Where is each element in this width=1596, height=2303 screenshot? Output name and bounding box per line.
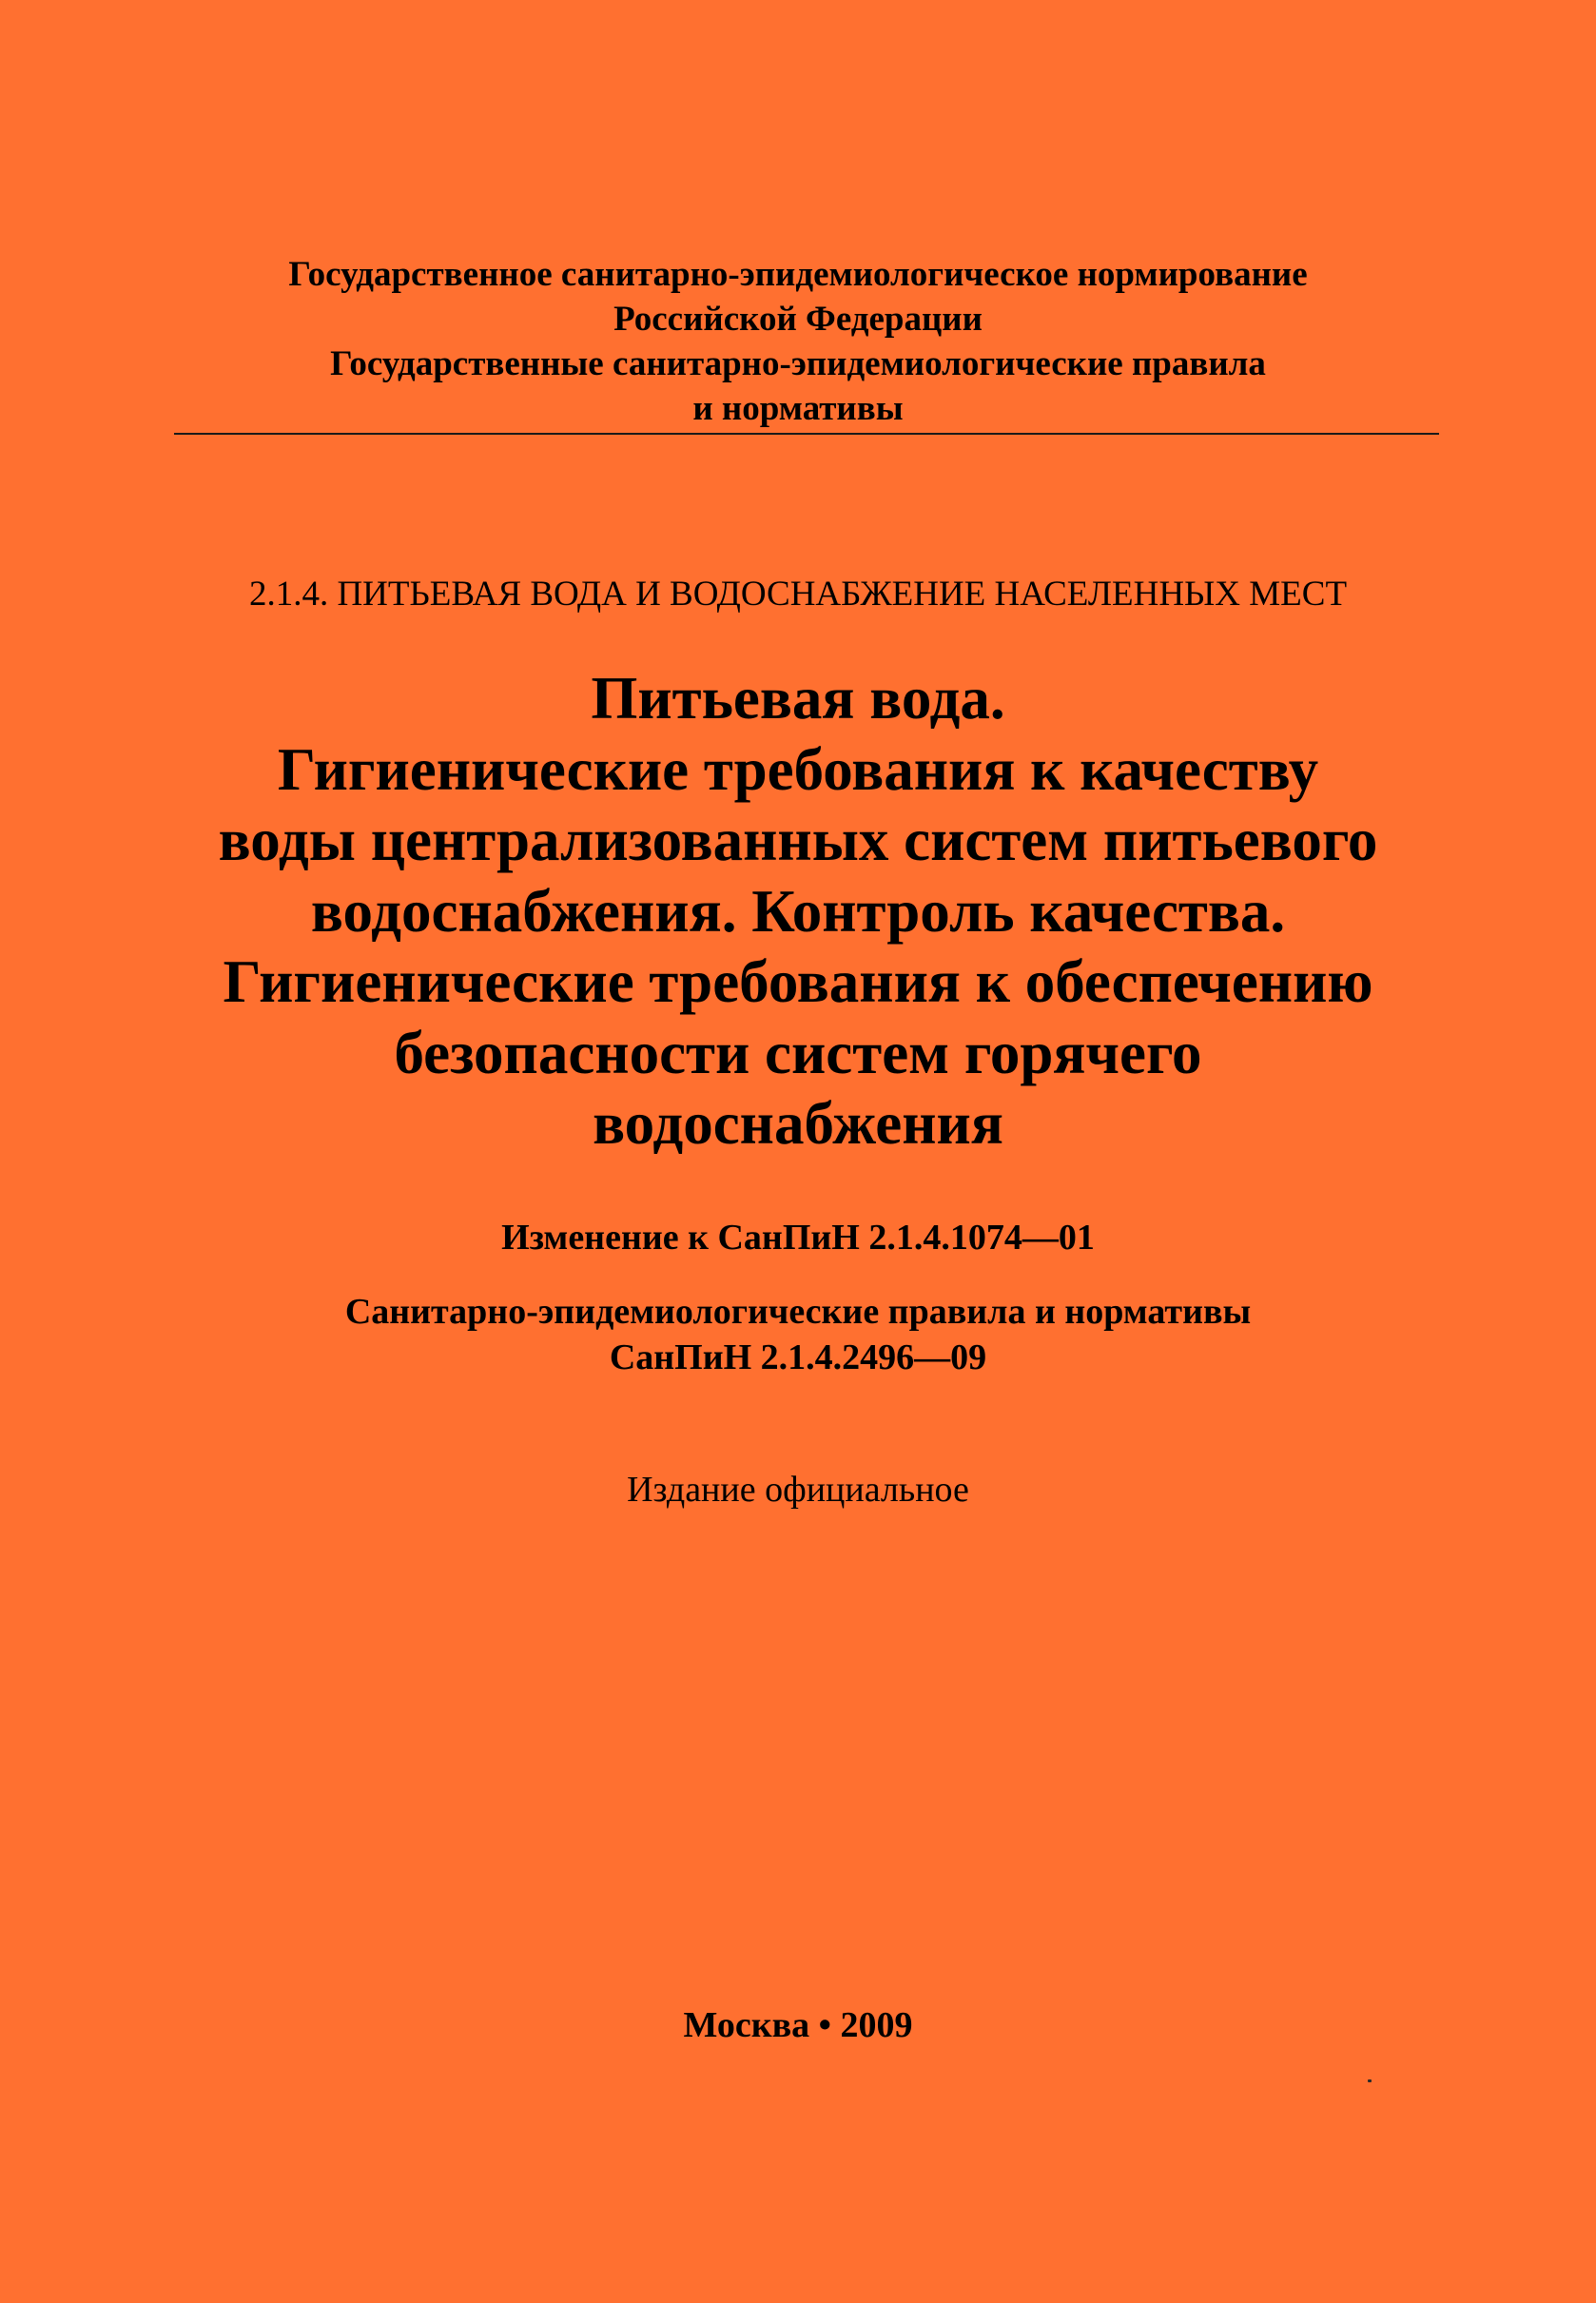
title-line: безопасности систем горячего <box>394 1019 1202 1086</box>
edition-label: Издание официальное <box>627 1470 969 1510</box>
rules-line-1: Санитарно-эпидемиологические правила и нормативы <box>344 1292 1252 1332</box>
publication-place-year: Москва • 2009 <box>683 2005 913 2045</box>
document-title <box>0 663 1596 1160</box>
title-line: воды централизованных систем питьевого <box>218 807 1378 873</box>
rules-reference <box>0 1289 1596 1380</box>
header-divider <box>174 433 1439 435</box>
header-line-1: Государственное санитарно-эпидемиологическое нормирование <box>288 255 1308 294</box>
header-line-2: Российской Федерации <box>613 300 983 339</box>
title-line: Гигиенические требования к обеспечению <box>223 948 1373 1015</box>
title-line: водоснабжения. Контроль качества. <box>310 877 1286 945</box>
header-line-4: и нормативы <box>692 389 904 428</box>
header-line-3: Государственные санитарно-эпидемиологические правила <box>330 344 1266 383</box>
title-line: Гигиенические требования к качеству <box>277 735 1319 803</box>
title-line: Питьевая вода. <box>591 665 1005 732</box>
title-line: водоснабжения <box>593 1090 1003 1157</box>
section-heading: 2.1.4. ПИТЬЕВАЯ ВОДА И ВОДОСНАБЖЕНИЕ НАСЕЛЕННЫХ МЕСТ <box>248 575 1348 614</box>
change-reference: Изменение к СанПиН 2.1.4.1074—01 <box>501 1218 1095 1258</box>
print-speck <box>1368 2079 1372 2082</box>
rules-line-2: СанПиН 2.1.4.2496—09 <box>609 1337 987 1377</box>
